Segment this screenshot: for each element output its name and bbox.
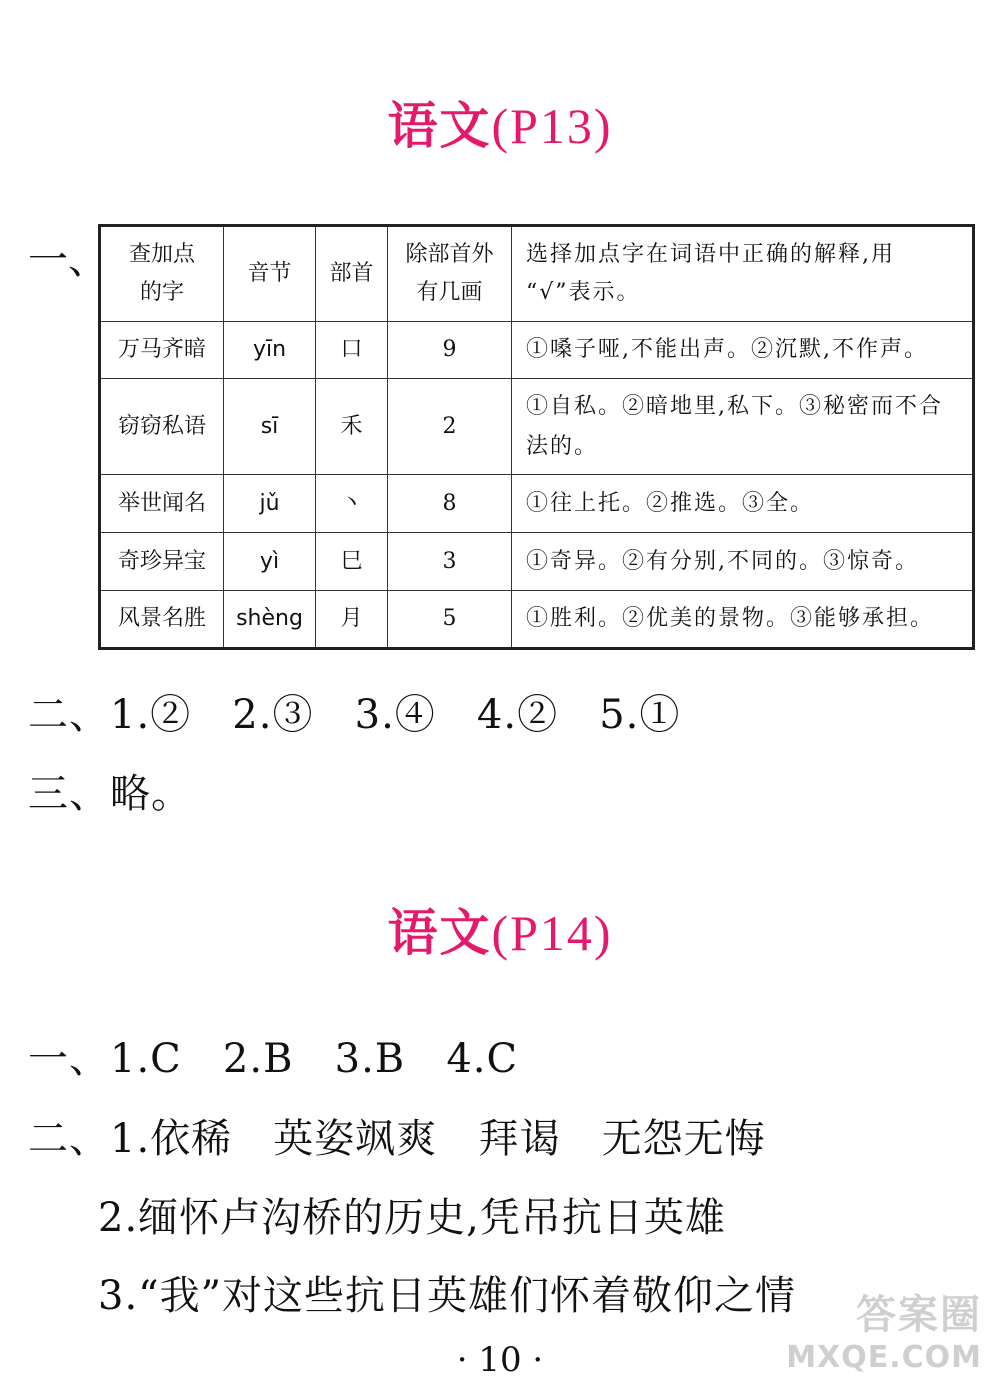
strokes-cell: 5	[388, 591, 512, 649]
p14-part2-line2: 2.缅怀卢沟桥的历史,凭吊抗日英雄	[98, 1195, 726, 1241]
part1-label: 一、	[28, 237, 108, 283]
strokes-cell: 2	[388, 379, 512, 475]
header-cell-explanation: 选择加点字在词语中正确的解释,用 “√”表示。	[512, 226, 974, 322]
header-cell-strokes: 除部首外 有几画	[388, 226, 512, 322]
watermark-line1: 答案圈	[856, 1292, 982, 1338]
explanation-cell: ①自私。②暗地里,私下。③秘密而不合法的。	[512, 379, 974, 475]
pinyin-cell: sī	[224, 379, 316, 475]
watermark-line2: MXQE.COM	[786, 1340, 982, 1375]
strokes-cell: 9	[388, 322, 512, 379]
pinyin-cell: jǔ	[224, 475, 316, 533]
section-title-text: 语文	[387, 97, 492, 155]
radical-cell: 月	[316, 591, 388, 649]
p14-part2-line1: 二、1.依稀 英姿飒爽 拜谒 无怨无悔	[28, 1116, 766, 1162]
vocab-table	[98, 224, 975, 650]
p13-part2-answers: 二、1.② 2.③ 3.④ 4.② 5.①	[28, 692, 681, 738]
table-row	[100, 475, 974, 533]
pinyin-cell: shèng	[224, 591, 316, 649]
pinyin-cell: yì	[224, 533, 316, 591]
table-header-row	[100, 226, 974, 322]
p14-part2-line3: 3.“我”对这些抗日英雄们怀着敬仰之情	[98, 1273, 797, 1319]
word-cell: 窃窃私语	[100, 379, 224, 475]
header-cell-pinyin: 音节	[224, 226, 316, 322]
strokes-cell: 3	[388, 533, 512, 591]
strokes-cell: 8	[388, 475, 512, 533]
radical-cell: 丶	[316, 475, 388, 533]
table-row	[100, 591, 974, 649]
table-row	[100, 379, 974, 475]
p13-part3-answers: 三、略。	[28, 771, 192, 817]
explanation-cell: ①奇异。②有分别,不同的。③惊奇。	[512, 533, 974, 591]
table-row	[100, 322, 974, 379]
word-cell: 风景名胜	[100, 591, 224, 649]
section-page-ref: (P14)	[491, 905, 613, 961]
radical-cell: 禾	[316, 379, 388, 475]
explanation-cell: ①胜利。②优美的景物。③能够承担。	[512, 591, 974, 649]
section-title-p14	[0, 893, 1000, 965]
section-title-p13	[0, 86, 1000, 158]
header-cell-word: 查加点 的字	[100, 226, 224, 322]
page-number: · 10 ·	[456, 1340, 544, 1380]
radical-cell: 口	[316, 322, 388, 379]
section-title-text: 语文	[387, 904, 492, 962]
table-row	[100, 533, 974, 591]
word-cell: 万马齐暗	[100, 322, 224, 379]
explanation-cell: ①往上托。②推选。③全。	[512, 475, 974, 533]
watermark-logo	[786, 1283, 982, 1375]
word-cell: 奇珍异宝	[100, 533, 224, 591]
p14-part1-answers: 一、1.C 2.B 3.B 4.C	[28, 1036, 519, 1082]
word-cell: 举世闻名	[100, 475, 224, 533]
section-page-ref: (P13)	[491, 98, 613, 154]
explanation-cell: ①嗓子哑,不能出声。②沉默,不作声。	[512, 322, 974, 379]
radical-cell: 巳	[316, 533, 388, 591]
pinyin-cell: yīn	[224, 322, 316, 379]
header-cell-radical: 部首	[316, 226, 388, 322]
